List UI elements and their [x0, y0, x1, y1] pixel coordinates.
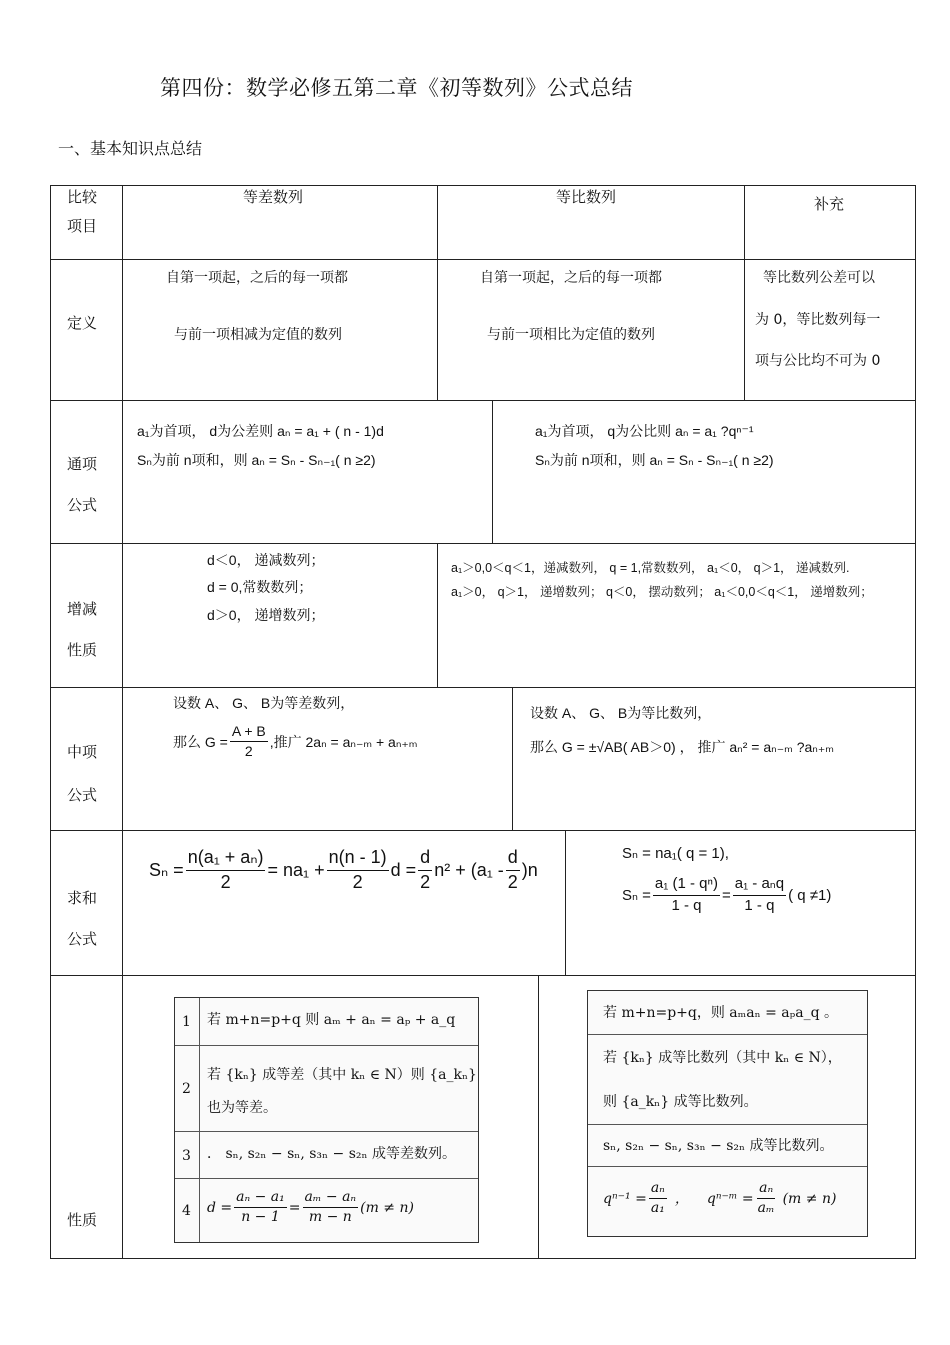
geo-prop-text-2: 若 {kₙ} 成等比数列（其中 kₙ ∈ N）， [603, 1050, 842, 1066]
arith-prop-no-1: 1 [182, 1014, 191, 1030]
monotonicity-arith-line3: d＞0， 递增数列； [207, 607, 325, 623]
geo-prop-text-3: sₙ, s₂ₙ − sₙ, s₃ₙ − s₂ₙ 成等比数列。 [603, 1138, 834, 1154]
geo-prop4-comma: ， [674, 1190, 689, 1207]
geo-prop-text-1: 若 m+n=p+q，则 aₘaₙ = aₚa_q 。 [603, 1005, 838, 1021]
sum-arith-mid: = na₁ + [267, 860, 325, 881]
arith-prop-text-1: 若 m+n=p+q 则 aₘ + aₙ = aₚ + a_q [207, 1012, 456, 1028]
sum-label-line1: 求和 [67, 889, 98, 907]
sum-geo-frac2-num: a₁ - aₙq [733, 876, 786, 896]
sum-geo-lhs: Sₙ = [622, 886, 651, 904]
sum-arith-frac1-num: n(a₁ + aₙ) [186, 848, 266, 871]
header-supp: 补充 [814, 195, 845, 213]
geo-prop-formula-4 [603, 1181, 836, 1217]
sum-arith-frac3-num: d [418, 848, 432, 871]
middle-term-geo-line2: 那么 G = ±√AB( AB＞0) ， 推广 aₙ² = aₙ₋ₘ ?aₙ₊ₘ [530, 739, 834, 755]
geo-prop4-frac1 [649, 1181, 667, 1217]
arith-prop-no-2: 2 [182, 1081, 191, 1097]
geo-prop4-frac2-den: aₘ [757, 1200, 775, 1217]
middle-term-label-line1: 中项 [67, 743, 98, 761]
sum-geo-frac2-den: 1 - q [744, 896, 775, 914]
arith-prop-no-4: 4 [182, 1203, 191, 1219]
sum-arith-frac4-num: d [506, 848, 520, 871]
geo-prop4-frac2-num: aₙ [757, 1181, 775, 1199]
arith-prop4-frac2 [303, 1190, 359, 1226]
geo-prop-text-2b: 则 {a_kₙ} 成等比数列。 [603, 1094, 758, 1110]
general-term-arith-line2: Sₙ为前 n项和，则 aₙ = Sₙ - Sₙ₋₁( n ≥2) [137, 452, 376, 468]
header-item-line2: 项目 [67, 217, 98, 235]
geo-prop4-p2: qⁿ⁻ᵐ = [706, 1190, 754, 1207]
arith-prop-text-2b: 也为等差。 [207, 1100, 277, 1116]
middle-arith-fraction [230, 724, 268, 760]
definition-arith-line1: 自第一项起，之后的每一项都 [166, 270, 348, 286]
arith-prop4-frac1-num: aₙ − a₁ [234, 1190, 287, 1208]
arith-prop4-frac2-num: aₘ − aₙ [303, 1190, 359, 1208]
general-term-geo-line1: a₁为首项， q为公比则 aₙ = a₁ ?qⁿ⁻¹ [535, 423, 754, 439]
header-geo: 等比数列 [556, 188, 617, 206]
definition-supp-line2: 为 0，等比数列每一 [755, 312, 881, 328]
general-term-arith-line1: a₁为首项， d为公差则 aₙ = a₁ + ( n - 1)d [137, 423, 384, 439]
monotonicity-label-line2: 性质 [67, 641, 98, 659]
monotonicity-geo-line1: a₁＞0,0＜q＜1，递减数列， q = 1,常数数列， a₁＜0， q＞1， 递减数列. [451, 561, 850, 575]
header-item-line1: 比较 [67, 188, 98, 206]
monotonicity-arith-line1: d＜0， 递减数列； [207, 552, 325, 568]
sum-geo-frac1-den: 1 - q [671, 896, 702, 914]
definition-supp-line1: 等比数列公差可以 [763, 270, 875, 286]
definition-arith-line2: 与前一项相减为定值的数列 [174, 327, 342, 343]
section-heading: 一、基本知识点总结 [58, 139, 203, 158]
geo-properties-box [587, 990, 868, 1237]
definition-geo-line1: 自第一项起，之后的每一项都 [480, 270, 662, 286]
general-term-geo-line2: Sₙ为前 n项和，则 aₙ = Sₙ - Sₙ₋₁( n ≥2) [535, 452, 774, 468]
sum-geo-eq: = [721, 886, 731, 904]
arith-prop-formula-4 [207, 1190, 414, 1226]
sum-arith-frac4 [506, 848, 520, 893]
arith-prop-text-3: ． sₙ, s₂ₙ − sₙ, s₃ₙ − s₂ₙ 成等差数列。 [207, 1146, 457, 1162]
sum-geo-cond: ( q ≠1) [788, 886, 832, 904]
sum-arith-formula [149, 848, 538, 893]
properties-label: 性质 [67, 1211, 98, 1229]
general-term-label-line2: 公式 [67, 496, 98, 514]
sum-geo-frac2 [733, 876, 786, 914]
sum-arith-frac2-num: n(n - 1) [327, 848, 389, 871]
sum-geo-formula [622, 876, 831, 914]
arith-prop4-frac1 [234, 1190, 287, 1226]
arith-prop4-eq: = [288, 1199, 301, 1216]
geo-prop4-frac2 [756, 1181, 777, 1217]
definition-geo-line2: 与前一项相比为定值的数列 [487, 327, 655, 343]
definition-supp-line3: 项与公比均不可为 0 [755, 353, 881, 369]
middle-arith-den: 2 [244, 743, 253, 760]
definition-label: 定义 [67, 314, 98, 332]
sum-geo-frac1 [653, 876, 720, 914]
sum-arith-frac3 [418, 848, 432, 893]
arith-prop4-frac2-den: m − n [308, 1209, 352, 1226]
middle-arith-num: A + B [230, 724, 268, 742]
geo-prop4-frac1-num: aₙ [649, 1181, 667, 1199]
sum-arith-mid3: n² + (a₁ - [434, 860, 504, 881]
sum-arith-mid2: d = [390, 860, 417, 881]
arith-prop4-frac1-den: n − 1 [241, 1209, 280, 1226]
middle-arith-suffix: ,推广 2aₙ = aₙ₋ₘ + aₙ₊ₘ [269, 733, 418, 750]
monotonicity-geo-line2: a₁＞0， q＞1， 递增数列； q＜0， 摆动数列； a₁＜0,0＜q＜1， 递增数列； [451, 585, 873, 599]
middle-term-arith-line2 [173, 724, 418, 760]
sum-arith-frac2 [327, 848, 389, 893]
arith-prop4-cond: (m ≠ n) [360, 1199, 414, 1216]
sum-label-line2: 公式 [67, 930, 98, 948]
middle-term-arith-line1: 设数 A、 G、 B为等差数列， [173, 695, 355, 711]
sum-arith-frac1 [186, 848, 266, 893]
monotonicity-arith-line2: d = 0,常数数列； [207, 579, 313, 595]
monotonicity-label-line1: 增减 [67, 600, 98, 618]
sum-arith-frac4-den: 2 [507, 871, 518, 892]
sum-arith-end: )n [521, 860, 538, 881]
sum-arith-lhs: Sₙ = [149, 860, 184, 881]
sum-arith-frac2-den: 2 [352, 871, 363, 892]
middle-arith-prefix: 那么 G = [173, 733, 228, 750]
arith-prop4-d: d = [207, 1199, 233, 1216]
sum-arith-frac1-den: 2 [220, 871, 231, 892]
geo-prop4-frac1-den: a₁ [650, 1200, 665, 1217]
geo-prop4-cond: (m ≠ n) [782, 1190, 837, 1207]
arith-prop-text-2: 若 {kₙ} 成等差（其中 kₙ ∈ N）则 {a_kₙ} [207, 1067, 477, 1083]
geo-prop4-p1: qⁿ⁻¹ = [603, 1190, 647, 1207]
page-title: 第四份：数学必修五第二章《初等数列》公式总结 [160, 76, 633, 100]
arith-properties-box [174, 997, 479, 1243]
middle-term-geo-line1: 设数 A、 G、 B为等比数列， [530, 705, 712, 721]
middle-term-label-line2: 公式 [67, 786, 98, 804]
sum-geo-frac1-num: a₁ (1 - qⁿ) [653, 876, 720, 896]
general-term-label-line1: 通项 [67, 455, 98, 473]
sum-geo-line1: Sₙ = na₁( q = 1), [622, 845, 729, 862]
sum-arith-frac3-den: 2 [420, 871, 431, 892]
header-arith: 等差数列 [243, 188, 304, 206]
arith-prop-no-3: 3 [182, 1148, 191, 1164]
